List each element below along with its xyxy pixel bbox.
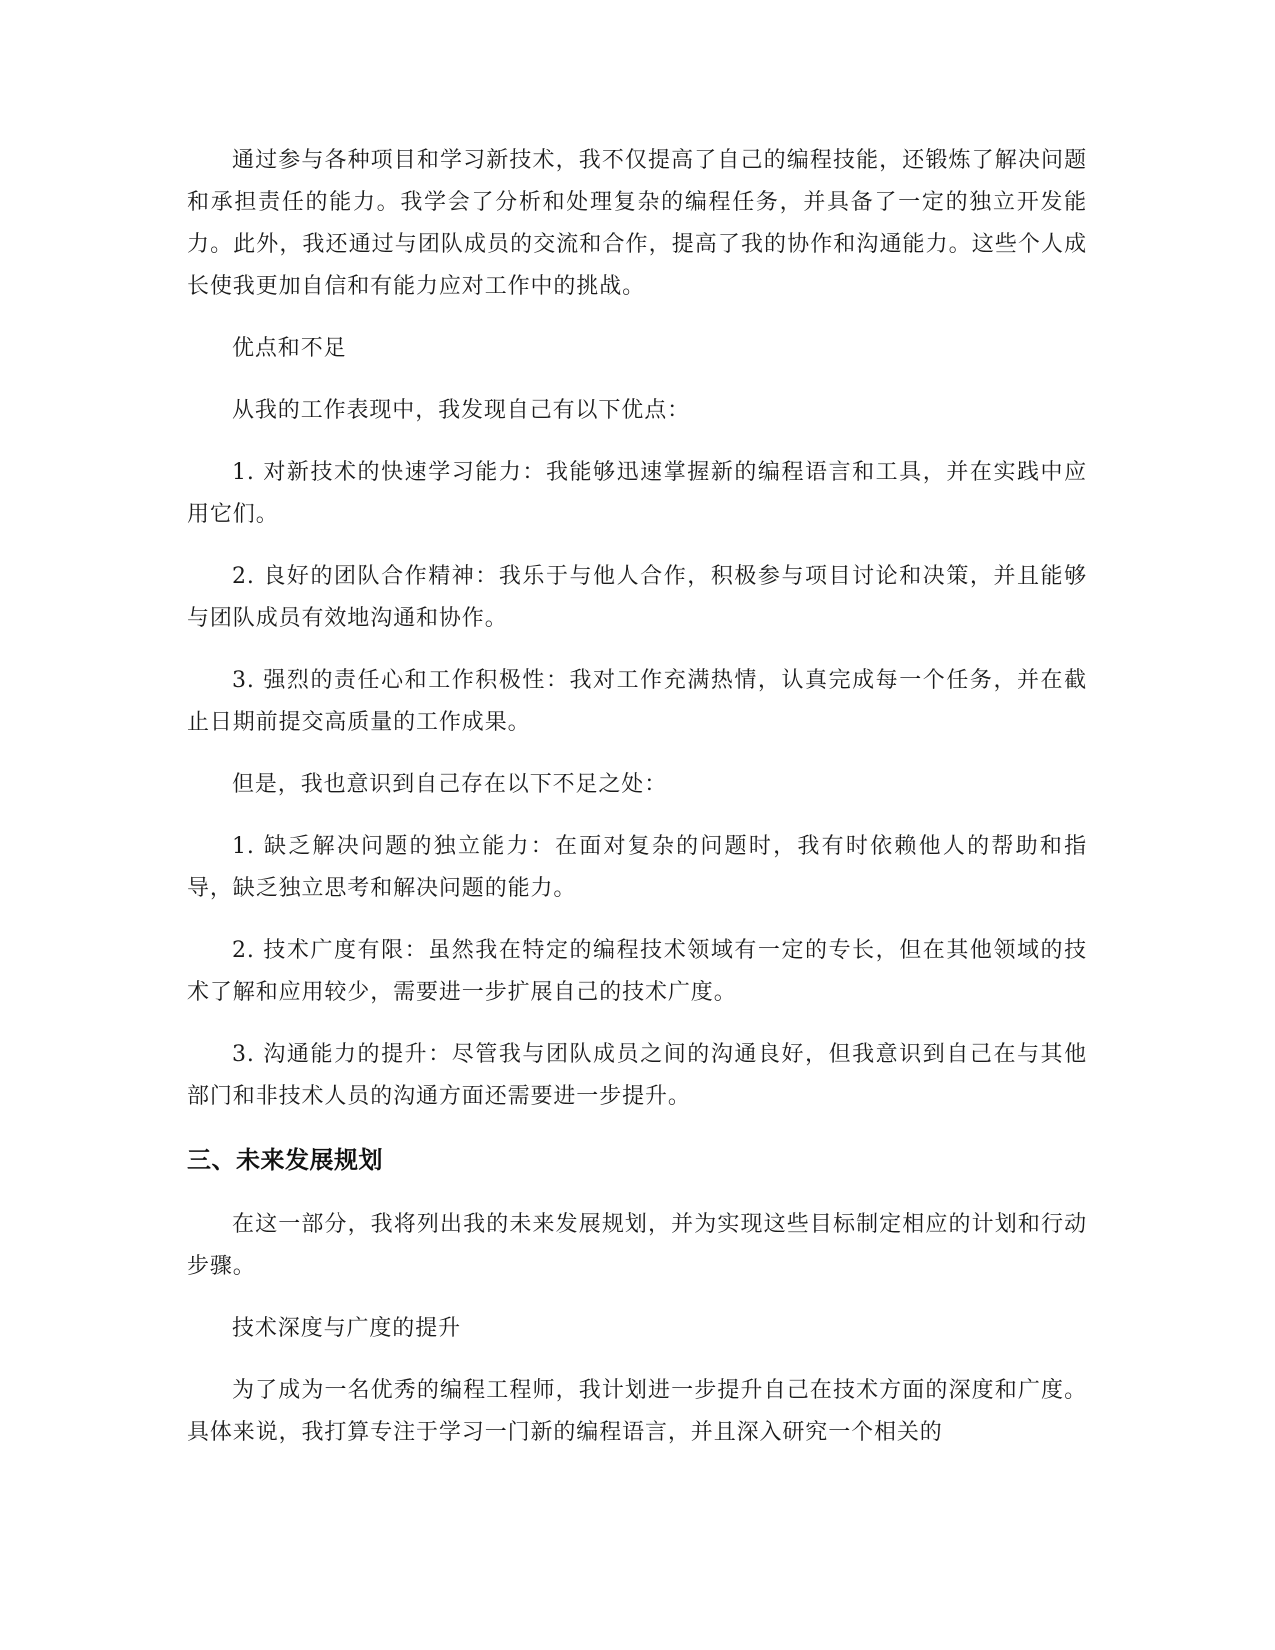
subheading-tech-depth-breadth: 技术深度与广度的提升: [232, 1316, 462, 1341]
list-item-strength-2: 2. 良好的团队合作精神：我乐于与他人合作，积极参与项目讨论和决策，并且能够与团队成员有效地沟通和协作。: [187, 564, 1087, 631]
paragraph-strengths-intro: 从我的工作表现中，我发现自己有以下优点：: [232, 398, 691, 423]
list-item-weakness-1: 1. 缺乏解决问题的独立能力：在面对复杂的问题时，我有时依赖他人的帮助和指导，缺乏独立思考和解决问题的能力。: [187, 834, 1087, 901]
paragraph-personal-growth: 通过参与各种项目和学习新技术，我不仅提高了自己的编程技能，还锻炼了解决问题和承担责任的能力。我学会了分析和处理复杂的编程任务，并具备了一定的独立开发能力。此外，我还通过与团队成员的交流和合作，提高了我的协作和沟通能力。这些个人成长使我更加自信和有能力应对工作中的挑战。: [187, 148, 1087, 299]
list-item-strength-3: 3. 强烈的责任心和工作积极性：我对工作充满热情，认真完成每一个任务，并在截止日期前提交高质量的工作成果。: [187, 668, 1087, 735]
paragraph-tech-plan: 为了成为一名优秀的编程工程师，我计划进一步提升自己在技术方面的深度和广度。具体来说，我打算专注于学习一门新的编程语言，并且深入研究一个相关的: [187, 1378, 1087, 1445]
document-body: [187, 140, 1087, 1474]
list-item-weakness-2: 2. 技术广度有限：虽然我在特定的编程技术领域有一定的专长，但在其他领域的技术了解和应用较少，需要进一步扩展自己的技术广度。: [187, 938, 1087, 1005]
paragraph-weaknesses-intro: 但是，我也意识到自己存在以下不足之处：: [232, 772, 668, 797]
list-item-strength-1: 1. 对新技术的快速学习能力：我能够迅速掌握新的编程语言和工具，并在实践中应用它们。: [187, 460, 1087, 527]
paragraph-plan-intro: 在这一部分，我将列出我的未来发展规划，并为实现这些目标制定相应的计划和行动步骤。: [187, 1212, 1087, 1279]
section-heading-future-plan: 三、未来发展规划: [187, 1146, 383, 1174]
subheading-strengths-weaknesses: 优点和不足: [232, 336, 347, 361]
list-item-weakness-3: 3. 沟通能力的提升：尽管我与团队成员之间的沟通良好，但我意识到自己在与其他部门和非技术人员的沟通方面还需要进一步提升。: [187, 1042, 1087, 1109]
